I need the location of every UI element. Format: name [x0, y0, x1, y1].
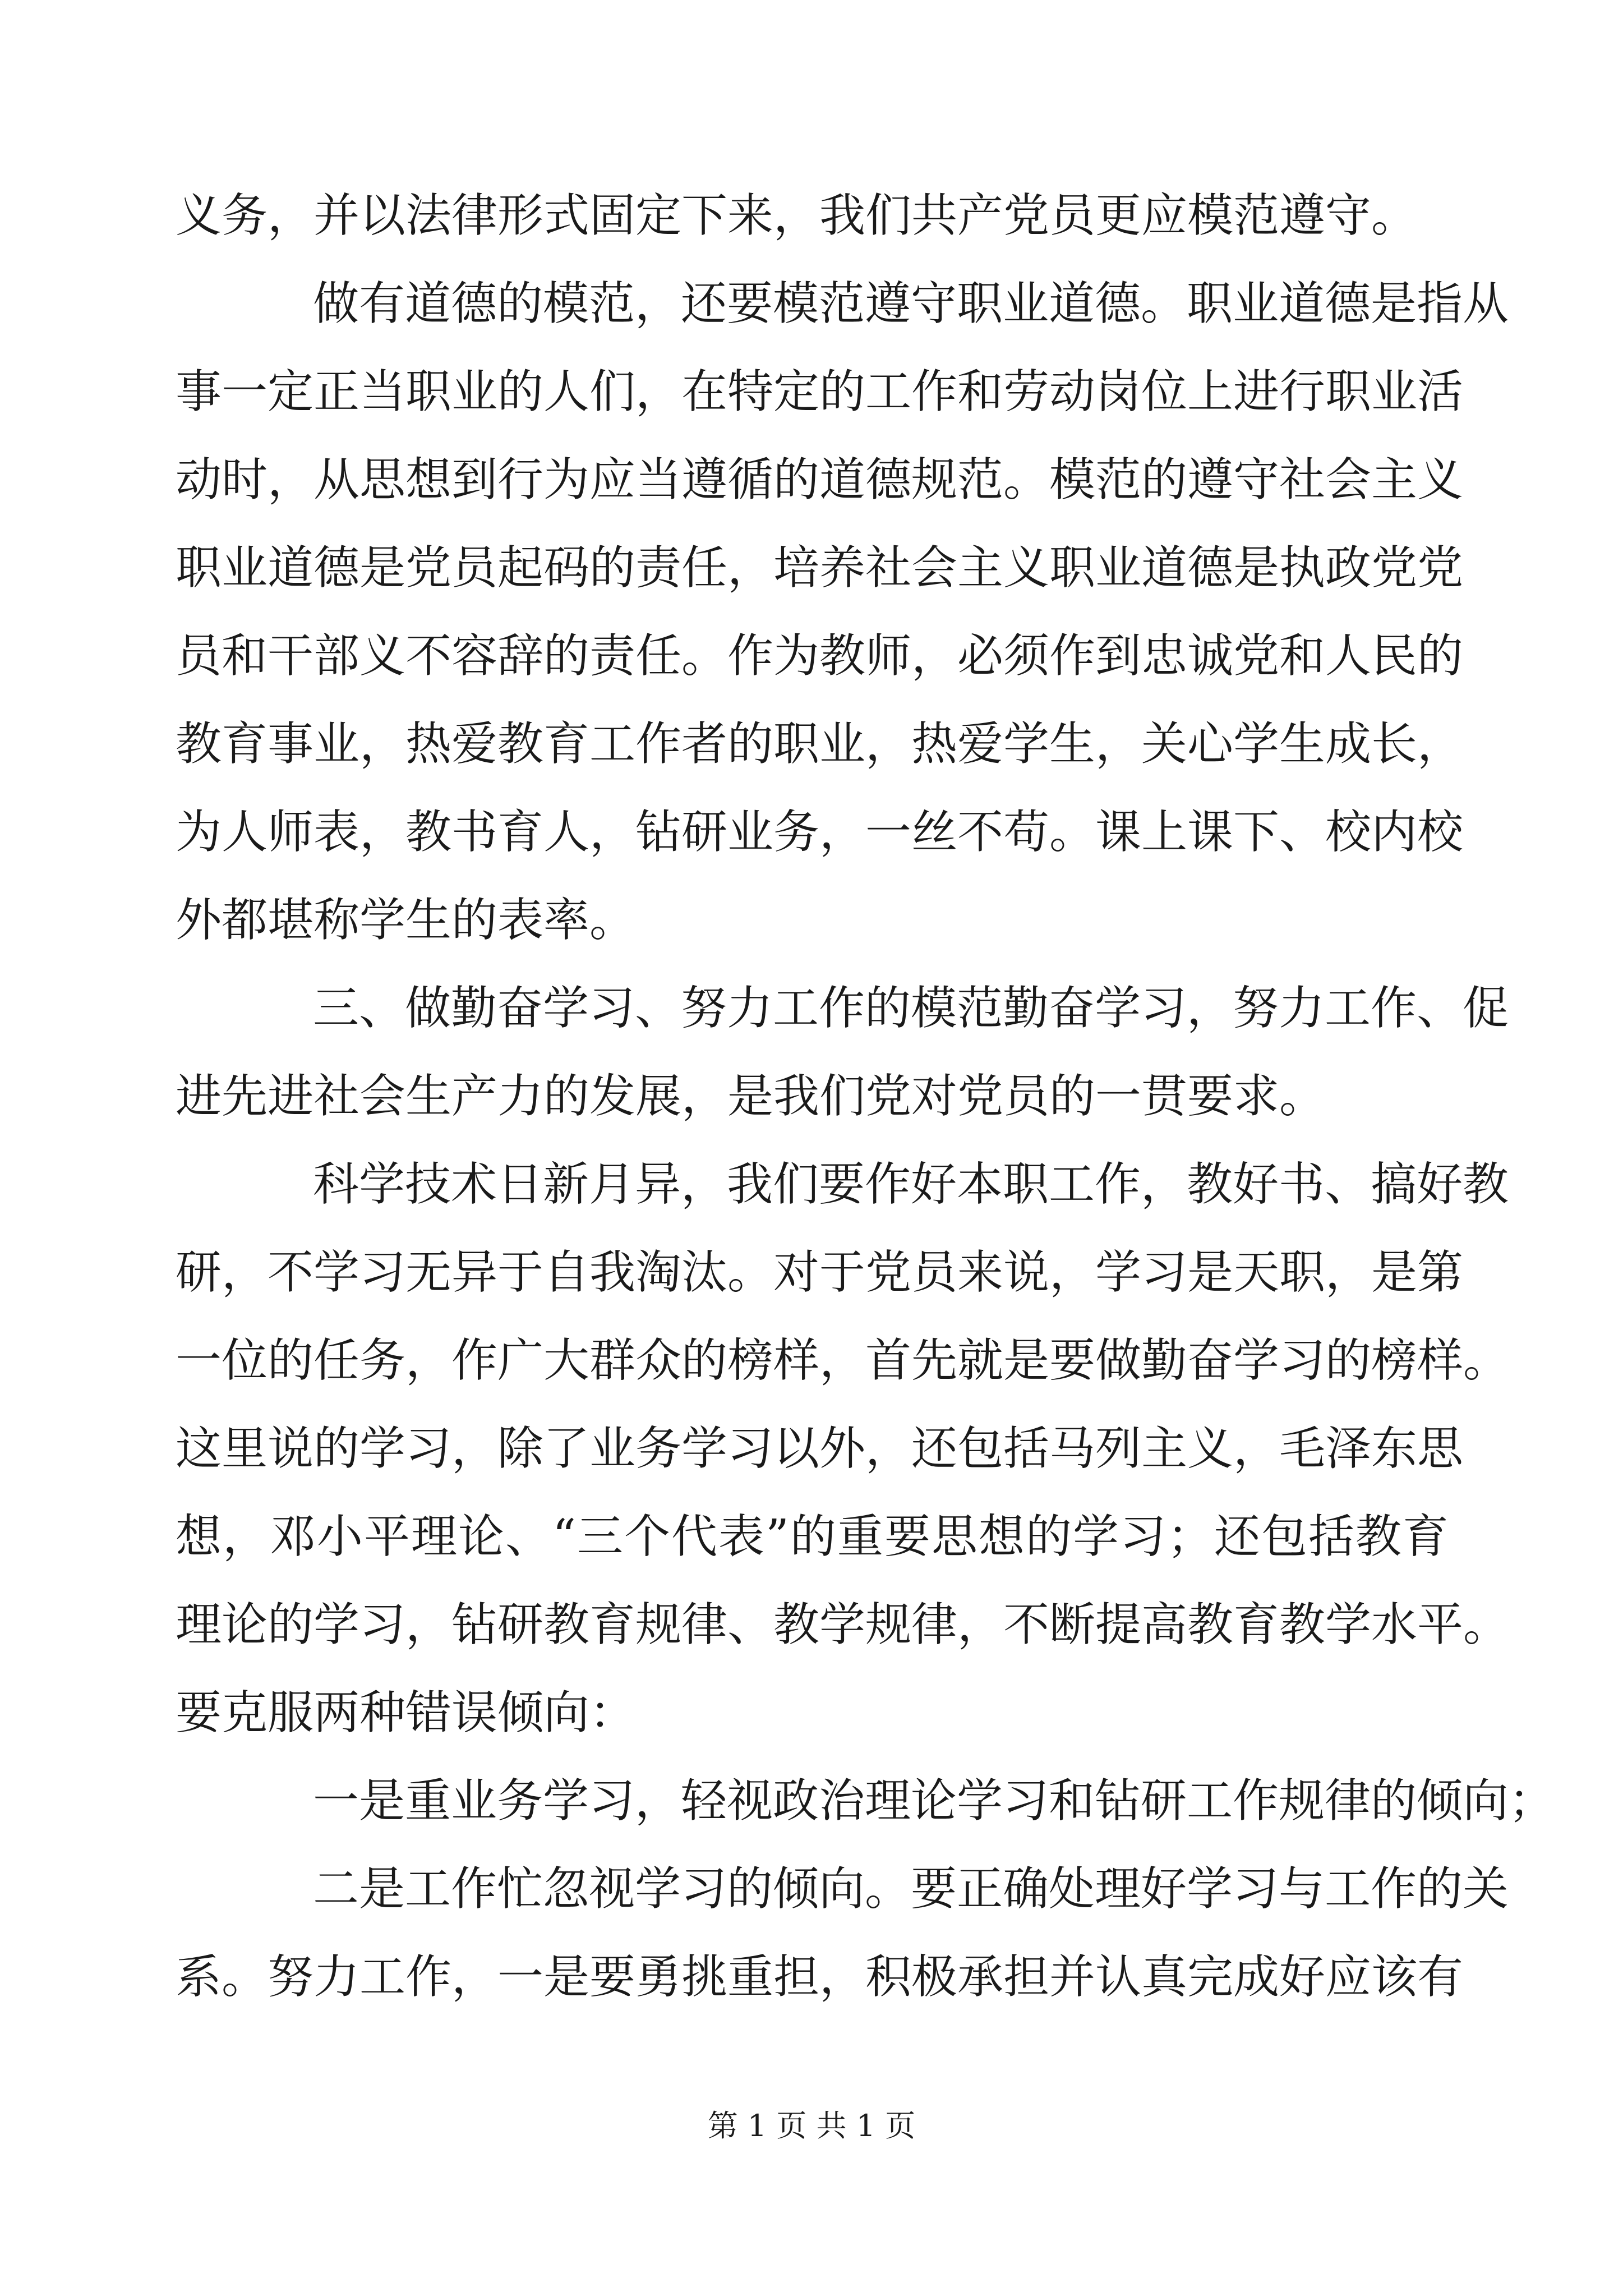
text-line: 义务，并以法律形式固定下来，我们共产党员更应模范遵守。 — [176, 189, 1418, 242]
text-line: 教育事业，热爱教育工作者的职业，热爱学生，关心学生成长， — [176, 717, 1464, 771]
text-line: 员和干部义不容辞的责任。作为教师，必须作到忠诚党和人民的 — [176, 629, 1464, 683]
page-number-footer: 第 1 页 共 1 页 — [707, 2108, 916, 2143]
text-line: 要克服两种错误倾向： — [176, 1686, 636, 1740]
paragraph-first-line: 做有道德的模范，还要模范遵守职业道德。职业道德是指从 — [313, 277, 1509, 330]
text-line: 系。努力工作，一是要勇挑重担，积极承担并认真完成好应该有 — [176, 1950, 1464, 2004]
text-line: 外都堪称学生的表率。 — [176, 894, 636, 947]
paragraph-first-line: 二是工作忙忽视学习的倾向。要正确处理好学习与工作的关 — [313, 1862, 1509, 1916]
text-line: 动时，从思想到行为应当遵循的道德规范。模范的遵守社会主义 — [176, 453, 1464, 507]
text-line: 想，邓小平理论、“三个代表”的重要思想的学习；还包括教育 — [176, 1510, 1449, 1563]
text-line: 研，不学习无异于自我淘汰。对于党员来说，学习是天职，是第 — [176, 1246, 1464, 1299]
text-line: 事一定正当职业的人们，在特定的工作和劳动岗位上进行职业活 — [176, 365, 1464, 418]
paragraph-first-line: 科学技术日新月异，我们要作好本职工作，教好书、搞好教 — [313, 1158, 1509, 1211]
paragraph-first-line: 三、做勤奋学习、努力工作的模范勤奋学习，努力工作、促 — [313, 982, 1509, 1035]
text-line: 一位的任务，作广大群众的榜样，首先就是要做勤奋学习的榜样。 — [176, 1334, 1510, 1387]
text-line: 进先进社会生产力的发展，是我们党对党员的一贯要求。 — [176, 1070, 1326, 1123]
paragraph-first-line: 一是重业务学习，轻视政治理论学习和钻研工作规律的倾向； — [313, 1774, 1555, 1828]
text-line: 职业道德是党员起码的责任，培养社会主义职业道德是执政党党 — [176, 541, 1464, 595]
text-line: 这里说的学习，除了业务学习以外，还包括马列主义，毛泽东思 — [176, 1422, 1464, 1475]
text-line: 理论的学习，钻研教育规律、教学规律，不断提高教育教学水平。 — [176, 1598, 1510, 1651]
text-line: 为人师表，教书育人，钻研业务，一丝不苟。课上课下、校内校 — [176, 806, 1464, 859]
